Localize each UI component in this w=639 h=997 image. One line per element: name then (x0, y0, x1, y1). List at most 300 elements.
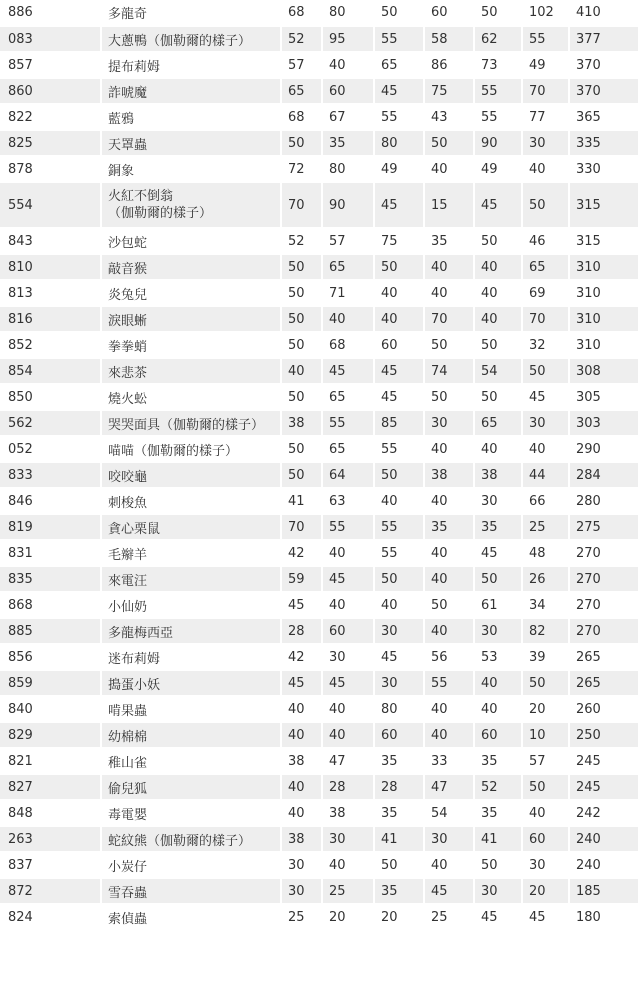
stat-hp: 41 (281, 488, 322, 514)
stat-total: 370 (569, 78, 639, 104)
table-row (0, 852, 639, 878)
stat-defense: 75 (374, 228, 424, 254)
stat-total: 335 (569, 130, 639, 156)
stat-sp-attack: 86 (424, 52, 474, 78)
dex-number: 819 (0, 514, 101, 540)
stat-attack: 35 (322, 130, 374, 156)
pokemon-name: 搗蛋小妖 (101, 670, 281, 696)
stat-sp-attack: 40 (424, 696, 474, 722)
table-row (0, 644, 639, 670)
stat-sp-attack: 45 (424, 878, 474, 904)
dex-number: 833 (0, 462, 101, 488)
stat-sp-defense: 50 (474, 0, 522, 26)
table-row (0, 618, 639, 644)
stat-hp: 45 (281, 670, 322, 696)
stat-attack: 47 (322, 748, 374, 774)
stat-defense: 35 (374, 800, 424, 826)
stat-total: 240 (569, 826, 639, 852)
stat-hp: 42 (281, 540, 322, 566)
stat-sp-defense: 55 (474, 78, 522, 104)
dex-number: 852 (0, 332, 101, 358)
stat-hp: 50 (281, 436, 322, 462)
dex-number: 083 (0, 26, 101, 52)
stat-sp-attack: 40 (424, 156, 474, 182)
stat-defense: 55 (374, 26, 424, 52)
stat-total: 310 (569, 306, 639, 332)
stat-total: 305 (569, 384, 639, 410)
stat-hp: 59 (281, 566, 322, 592)
stat-attack: 68 (322, 332, 374, 358)
pokemon-name: 小仙奶 (101, 592, 281, 618)
pokemon-name: 幼棉棉 (101, 722, 281, 748)
table-row (0, 306, 639, 332)
stat-hp: 52 (281, 228, 322, 254)
dex-number: 829 (0, 722, 101, 748)
stat-hp: 38 (281, 748, 322, 774)
stat-attack: 40 (322, 52, 374, 78)
stat-defense: 50 (374, 0, 424, 26)
stat-sp-attack: 40 (424, 254, 474, 280)
stat-attack: 63 (322, 488, 374, 514)
stat-speed: 30 (522, 410, 569, 436)
stat-sp-defense: 40 (474, 254, 522, 280)
stat-sp-attack: 38 (424, 462, 474, 488)
pokemon-name: 毒電嬰 (101, 800, 281, 826)
stat-total: 260 (569, 696, 639, 722)
pokemon-name (101, 182, 281, 228)
stat-total: 315 (569, 182, 639, 228)
stat-total: 270 (569, 540, 639, 566)
dex-number: 813 (0, 280, 101, 306)
stat-attack: 60 (322, 78, 374, 104)
stat-hp: 38 (281, 410, 322, 436)
stat-attack: 65 (322, 436, 374, 462)
stat-total: 240 (569, 852, 639, 878)
stat-attack: 20 (322, 904, 374, 930)
pokemon-name: 哭哭面具（伽勒爾的樣子） (101, 410, 281, 436)
stat-total: 275 (569, 514, 639, 540)
stat-total: 410 (569, 0, 639, 26)
stat-speed: 77 (522, 104, 569, 130)
stat-speed: 32 (522, 332, 569, 358)
stat-defense: 40 (374, 306, 424, 332)
stat-sp-attack: 55 (424, 670, 474, 696)
stat-hp: 50 (281, 306, 322, 332)
pokemon-name: 小炭仔 (101, 852, 281, 878)
stat-sp-defense: 55 (474, 104, 522, 130)
stat-sp-attack: 40 (424, 488, 474, 514)
stat-hp: 38 (281, 826, 322, 852)
stat-speed: 46 (522, 228, 569, 254)
stat-sp-defense: 35 (474, 748, 522, 774)
table-row (0, 774, 639, 800)
stat-attack: 45 (322, 670, 374, 696)
stat-defense: 55 (374, 514, 424, 540)
stat-speed: 57 (522, 748, 569, 774)
pokemon-form-line: （伽勒爾的樣子） (108, 206, 213, 221)
stat-defense: 65 (374, 52, 424, 78)
stat-sp-defense: 30 (474, 488, 522, 514)
stat-speed: 66 (522, 488, 569, 514)
stat-sp-attack: 25 (424, 904, 474, 930)
dex-number: 856 (0, 644, 101, 670)
table-row (0, 800, 639, 826)
pokemon-name: 拳拳蛸 (101, 332, 281, 358)
stat-defense: 35 (374, 878, 424, 904)
stat-total: 245 (569, 774, 639, 800)
table-row (0, 358, 639, 384)
stat-defense: 45 (374, 644, 424, 670)
stat-speed: 20 (522, 878, 569, 904)
stat-defense: 50 (374, 852, 424, 878)
stat-defense: 40 (374, 592, 424, 618)
stat-sp-defense: 30 (474, 618, 522, 644)
pokemon-name: 藍鴉 (101, 104, 281, 130)
table-row (0, 670, 639, 696)
stat-speed: 39 (522, 644, 569, 670)
stat-attack: 71 (322, 280, 374, 306)
stat-sp-attack: 40 (424, 618, 474, 644)
pokemon-name: 多龍梅西亞 (101, 618, 281, 644)
table-row (0, 436, 639, 462)
stat-total: 242 (569, 800, 639, 826)
stat-attack: 64 (322, 462, 374, 488)
stat-speed: 40 (522, 436, 569, 462)
stat-hp: 40 (281, 722, 322, 748)
pokemon-name: 銅象 (101, 156, 281, 182)
dex-number: 850 (0, 384, 101, 410)
stat-defense: 50 (374, 462, 424, 488)
stat-sp-attack: 15 (424, 182, 474, 228)
table-row (0, 0, 639, 26)
pokemon-name: 敲音猴 (101, 254, 281, 280)
stat-attack: 45 (322, 358, 374, 384)
stat-attack: 30 (322, 826, 374, 852)
stat-hp: 50 (281, 384, 322, 410)
stat-speed: 49 (522, 52, 569, 78)
pokemon-name: 大蔥鴨（伽勒爾的樣子） (101, 26, 281, 52)
stat-hp: 50 (281, 280, 322, 306)
stat-total: 180 (569, 904, 639, 930)
stat-hp: 28 (281, 618, 322, 644)
stat-defense: 30 (374, 618, 424, 644)
stat-sp-attack: 30 (424, 410, 474, 436)
stat-defense: 40 (374, 488, 424, 514)
stat-sp-attack: 50 (424, 384, 474, 410)
stat-attack: 40 (322, 592, 374, 618)
stat-total: 310 (569, 254, 639, 280)
stat-speed: 30 (522, 130, 569, 156)
stat-speed: 60 (522, 826, 569, 852)
stat-sp-attack: 75 (424, 78, 474, 104)
stat-total: 265 (569, 644, 639, 670)
stat-attack: 80 (322, 0, 374, 26)
stat-defense: 40 (374, 280, 424, 306)
stat-sp-attack: 40 (424, 566, 474, 592)
stat-speed: 40 (522, 800, 569, 826)
stat-attack: 28 (322, 774, 374, 800)
stat-speed: 50 (522, 774, 569, 800)
stat-sp-defense: 40 (474, 696, 522, 722)
table-row (0, 254, 639, 280)
stat-total: 284 (569, 462, 639, 488)
stat-attack: 80 (322, 156, 374, 182)
dex-number: 831 (0, 540, 101, 566)
stat-defense: 41 (374, 826, 424, 852)
stat-defense: 80 (374, 696, 424, 722)
stat-defense: 50 (374, 566, 424, 592)
pokemon-name: 淚眼蜥 (101, 306, 281, 332)
stat-attack: 55 (322, 410, 374, 436)
stat-sp-defense: 61 (474, 592, 522, 618)
stat-sp-defense: 54 (474, 358, 522, 384)
stat-attack: 57 (322, 228, 374, 254)
stat-hp: 50 (281, 462, 322, 488)
dex-number: 848 (0, 800, 101, 826)
pokemon-name: 沙包蛇 (101, 228, 281, 254)
stat-attack: 38 (322, 800, 374, 826)
table-row (0, 26, 639, 52)
pokemon-name: 稚山雀 (101, 748, 281, 774)
stat-hp: 40 (281, 358, 322, 384)
stat-hp: 30 (281, 878, 322, 904)
stat-speed: 50 (522, 670, 569, 696)
stat-hp: 65 (281, 78, 322, 104)
stat-total: 370 (569, 52, 639, 78)
pokemon-name: 喵喵（伽勒爾的樣子） (101, 436, 281, 462)
table-row (0, 104, 639, 130)
pokemon-name: 偷兒狐 (101, 774, 281, 800)
pokemon-name: 來悲茶 (101, 358, 281, 384)
stat-total: 270 (569, 592, 639, 618)
stat-speed: 65 (522, 254, 569, 280)
stat-attack: 65 (322, 254, 374, 280)
table-row (0, 156, 639, 182)
stat-sp-defense: 30 (474, 878, 522, 904)
stat-hp: 50 (281, 332, 322, 358)
stat-defense: 60 (374, 332, 424, 358)
pokemon-name: 毛辮羊 (101, 540, 281, 566)
dex-number: 843 (0, 228, 101, 254)
pokemon-name: 多龍奇 (101, 0, 281, 26)
stat-sp-defense: 40 (474, 670, 522, 696)
stat-speed: 50 (522, 358, 569, 384)
pokemon-name: 迷布莉姆 (101, 644, 281, 670)
table-row (0, 488, 639, 514)
stat-total: 250 (569, 722, 639, 748)
stat-hp: 25 (281, 904, 322, 930)
pokemon-name: 天罩蟲 (101, 130, 281, 156)
table-row (0, 722, 639, 748)
stat-sp-defense: 52 (474, 774, 522, 800)
stat-sp-defense: 45 (474, 540, 522, 566)
pokemon-name: 雪吞蟲 (101, 878, 281, 904)
dex-number: 827 (0, 774, 101, 800)
dex-number: 859 (0, 670, 101, 696)
table-row (0, 878, 639, 904)
stat-sp-attack: 58 (424, 26, 474, 52)
dex-number: 854 (0, 358, 101, 384)
stat-hp: 68 (281, 104, 322, 130)
stat-defense: 35 (374, 748, 424, 774)
stat-hp: 50 (281, 130, 322, 156)
table-row (0, 592, 639, 618)
stat-defense: 30 (374, 670, 424, 696)
stat-attack: 65 (322, 384, 374, 410)
pokemon-name: 燒火蚣 (101, 384, 281, 410)
stat-sp-attack: 40 (424, 436, 474, 462)
stat-speed: 45 (522, 904, 569, 930)
stat-speed: 82 (522, 618, 569, 644)
table-row (0, 748, 639, 774)
stat-hp: 70 (281, 514, 322, 540)
stat-speed: 30 (522, 852, 569, 878)
stat-attack: 40 (322, 540, 374, 566)
stat-sp-attack: 40 (424, 280, 474, 306)
stat-total: 315 (569, 228, 639, 254)
stat-sp-attack: 60 (424, 0, 474, 26)
pokemon-name: 提布莉姆 (101, 52, 281, 78)
stat-sp-defense: 65 (474, 410, 522, 436)
table-row (0, 514, 639, 540)
stat-speed: 25 (522, 514, 569, 540)
stat-defense: 60 (374, 722, 424, 748)
stat-sp-attack: 54 (424, 800, 474, 826)
stat-attack: 67 (322, 104, 374, 130)
stat-total: 310 (569, 332, 639, 358)
pokemon-name: 炎兔兒 (101, 280, 281, 306)
table-row (0, 384, 639, 410)
stat-total: 280 (569, 488, 639, 514)
stat-hp: 45 (281, 592, 322, 618)
table-row (0, 52, 639, 78)
stat-total: 245 (569, 748, 639, 774)
stat-attack: 95 (322, 26, 374, 52)
stat-sp-defense: 38 (474, 462, 522, 488)
stat-speed: 40 (522, 156, 569, 182)
stat-sp-attack: 35 (424, 228, 474, 254)
stat-speed: 10 (522, 722, 569, 748)
stat-hp: 52 (281, 26, 322, 52)
stat-sp-attack: 33 (424, 748, 474, 774)
dex-number: 821 (0, 748, 101, 774)
stat-sp-defense: 45 (474, 904, 522, 930)
dex-number: 840 (0, 696, 101, 722)
stat-attack: 25 (322, 878, 374, 904)
stat-sp-attack: 47 (424, 774, 474, 800)
stat-sp-attack: 30 (424, 826, 474, 852)
stat-total: 270 (569, 618, 639, 644)
stat-defense: 55 (374, 436, 424, 462)
stat-defense: 55 (374, 540, 424, 566)
table-row (0, 904, 639, 930)
dex-number: 846 (0, 488, 101, 514)
table-row (0, 696, 639, 722)
stat-sp-attack: 50 (424, 332, 474, 358)
stat-defense: 45 (374, 384, 424, 410)
stat-hp: 30 (281, 852, 322, 878)
stat-defense: 45 (374, 78, 424, 104)
pokemon-name: 咬咬龜 (101, 462, 281, 488)
stat-defense: 85 (374, 410, 424, 436)
stat-sp-defense: 40 (474, 280, 522, 306)
dex-number: 872 (0, 878, 101, 904)
stat-speed: 34 (522, 592, 569, 618)
stat-speed: 48 (522, 540, 569, 566)
stat-sp-attack: 40 (424, 540, 474, 566)
stat-hp: 72 (281, 156, 322, 182)
stat-total: 377 (569, 26, 639, 52)
stat-attack: 40 (322, 306, 374, 332)
dex-number: 835 (0, 566, 101, 592)
stat-speed: 102 (522, 0, 569, 26)
stat-speed: 70 (522, 78, 569, 104)
stat-sp-defense: 50 (474, 228, 522, 254)
stat-defense: 45 (374, 182, 424, 228)
dex-number: 052 (0, 436, 101, 462)
stat-total: 265 (569, 670, 639, 696)
stat-hp: 50 (281, 254, 322, 280)
stat-defense: 45 (374, 358, 424, 384)
dex-number: 825 (0, 130, 101, 156)
stat-sp-defense: 35 (474, 800, 522, 826)
stat-hp: 70 (281, 182, 322, 228)
stat-defense: 20 (374, 904, 424, 930)
stat-sp-defense: 45 (474, 182, 522, 228)
stat-sp-attack: 40 (424, 852, 474, 878)
stat-attack: 40 (322, 696, 374, 722)
stat-sp-defense: 73 (474, 52, 522, 78)
stat-sp-defense: 53 (474, 644, 522, 670)
pokemon-name: 貪心栗鼠 (101, 514, 281, 540)
stat-attack: 30 (322, 644, 374, 670)
stat-hp: 42 (281, 644, 322, 670)
dex-number: 562 (0, 410, 101, 436)
stat-total: 365 (569, 104, 639, 130)
table-row (0, 78, 639, 104)
dex-number: 263 (0, 826, 101, 852)
table-row (0, 410, 639, 436)
stat-total: 308 (569, 358, 639, 384)
stat-speed: 26 (522, 566, 569, 592)
stat-sp-defense: 35 (474, 514, 522, 540)
stat-sp-defense: 50 (474, 566, 522, 592)
stat-total: 303 (569, 410, 639, 436)
stat-hp: 40 (281, 696, 322, 722)
dex-number: 810 (0, 254, 101, 280)
dex-number: 554 (0, 182, 101, 228)
stat-defense: 55 (374, 104, 424, 130)
stat-sp-attack: 40 (424, 722, 474, 748)
dex-number: 816 (0, 306, 101, 332)
stat-sp-attack: 56 (424, 644, 474, 670)
stat-speed: 55 (522, 26, 569, 52)
table-row (0, 462, 639, 488)
dex-number: 885 (0, 618, 101, 644)
stat-sp-attack: 43 (424, 104, 474, 130)
stat-defense: 49 (374, 156, 424, 182)
dex-number: 878 (0, 156, 101, 182)
stat-sp-defense: 90 (474, 130, 522, 156)
stat-hp: 40 (281, 774, 322, 800)
pokemon-name: 蛇紋熊（伽勒爾的樣子） (101, 826, 281, 852)
pokemon-name-line: 火紅不倒翁 (108, 189, 174, 204)
stat-total: 270 (569, 566, 639, 592)
stat-hp: 68 (281, 0, 322, 26)
stat-sp-defense: 41 (474, 826, 522, 852)
stat-attack: 60 (322, 618, 374, 644)
stat-sp-attack: 50 (424, 130, 474, 156)
